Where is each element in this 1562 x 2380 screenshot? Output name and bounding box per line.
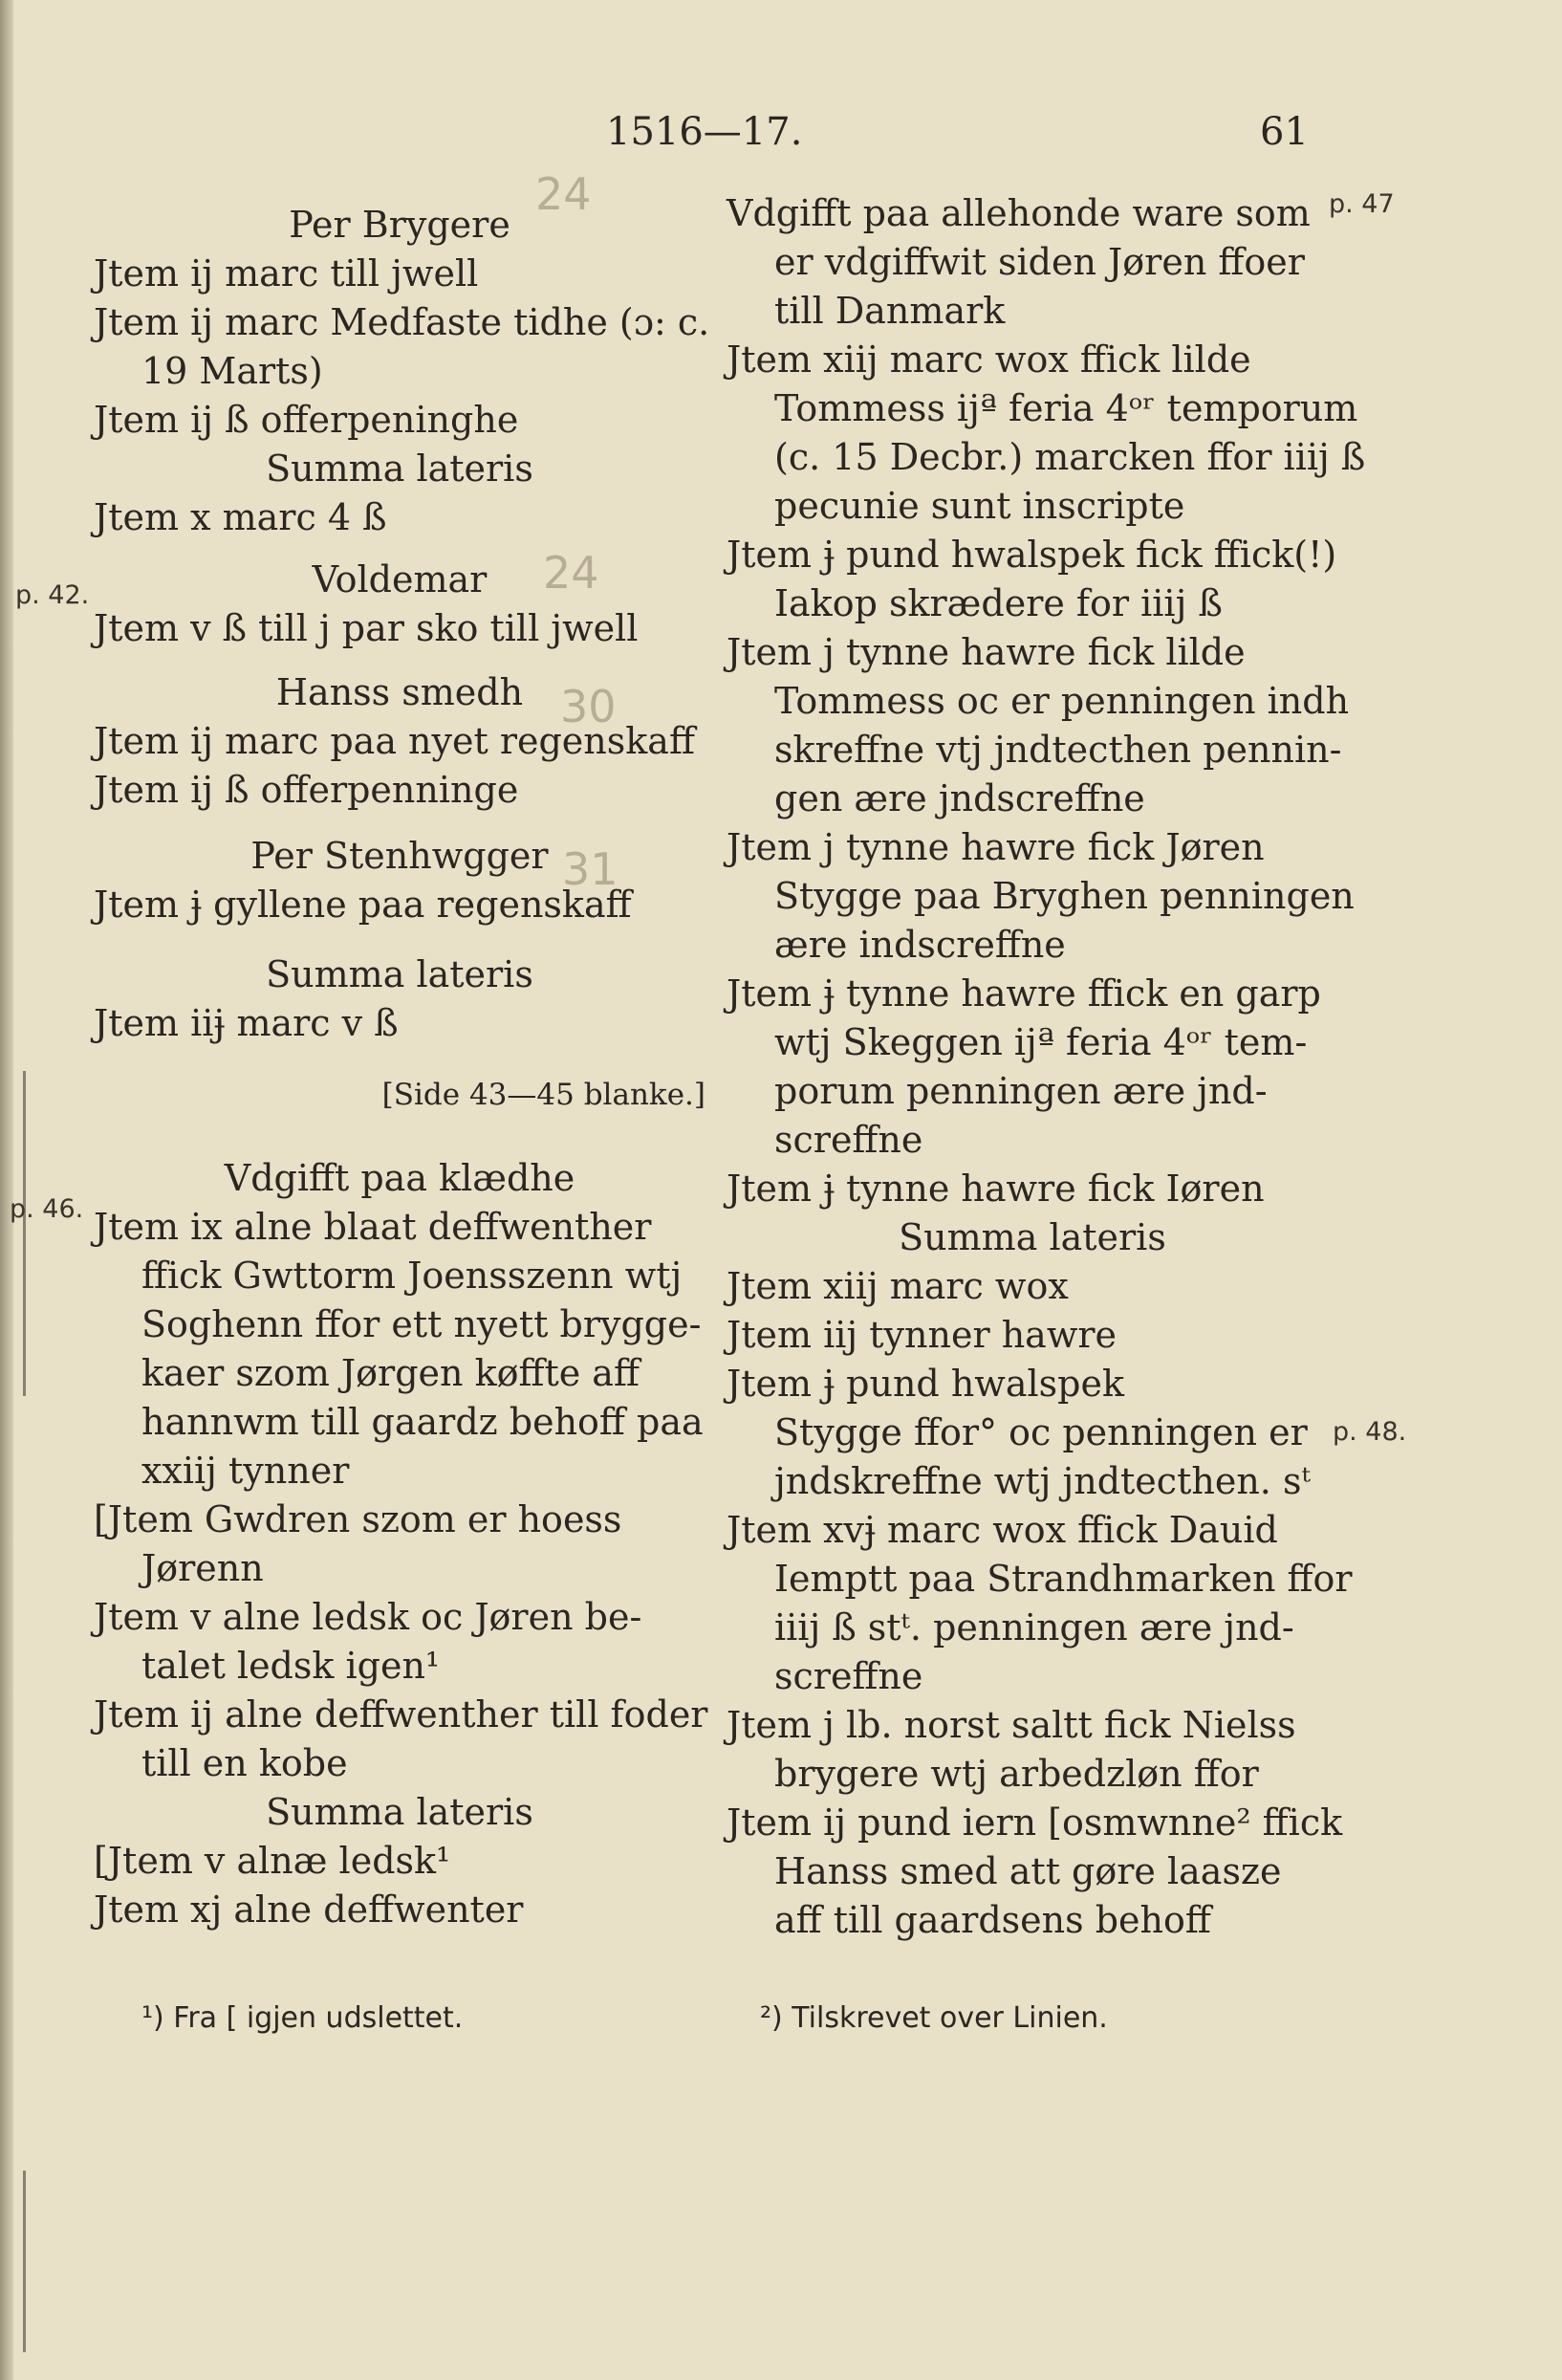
text-line: Jtem ij marc Medfaste tidhe (ɔ: c. bbox=[94, 301, 710, 343]
text-line: Summa lateris bbox=[266, 953, 533, 995]
text-line: Per Brygere bbox=[289, 204, 510, 246]
text-line: Hanss smed att gøre laasze bbox=[774, 1850, 1282, 1892]
text-line: Jtem j tynne hawre fick Jøren bbox=[727, 826, 1265, 868]
text-line: porum penningen ære jnd- bbox=[774, 1070, 1268, 1112]
text-line: ffick Gwttorm Joensszenn wtj bbox=[141, 1255, 683, 1297]
page-binding-edge bbox=[0, 0, 13, 2380]
text-line: er vdgiffwit siden Jøren ffoer bbox=[774, 241, 1305, 283]
text-line: Jtem ɉ tynne hawre ffick en garp bbox=[727, 972, 1321, 1015]
text-line: till Danmark bbox=[774, 290, 1006, 332]
pencil-annotation: 24 bbox=[543, 547, 599, 599]
running-header: 1516—17. bbox=[606, 110, 803, 154]
text-line: Jtem xj alne deffwenter bbox=[94, 1889, 524, 1931]
pencil-annotation: 30 bbox=[560, 681, 617, 732]
margin-ref-p46: p. 46. bbox=[10, 1194, 84, 1224]
text-line: Jtem ij ß offerpeninghe bbox=[94, 399, 519, 441]
text-line: [Jtem Gwdren szom er hoess bbox=[94, 1498, 622, 1540]
text-line: Jtem ij alne deffwenther till foder bbox=[94, 1693, 708, 1736]
margin-ref-p47: p. 47 bbox=[1329, 189, 1395, 219]
text-line: Voldemar bbox=[312, 558, 488, 600]
text-line: Jtem xvɉ marc wox ffick Dauid bbox=[727, 1509, 1278, 1551]
page-edge-line bbox=[23, 1071, 26, 1396]
text-line: Jtem ij pund iern [osmwnne² ffick bbox=[727, 1801, 1343, 1844]
text-line: Jtem x marc 4 ß bbox=[94, 496, 387, 538]
text-line: Jtem iiɉ marc v ß bbox=[94, 1002, 399, 1044]
text-line: Jtem iij tynner hawre bbox=[727, 1314, 1117, 1356]
text-line: Jtem j tynne hawre fick lilde bbox=[727, 631, 1246, 673]
text-line: wtj Skeggen ijª feria 4ᵒʳ tem- bbox=[774, 1021, 1308, 1063]
text-line: [Jtem v alnæ ledsk¹ bbox=[94, 1840, 451, 1882]
text-line: Tommess oc er penningen indh bbox=[774, 680, 1350, 722]
text-line: Jørenn bbox=[141, 1547, 264, 1589]
text-line: iiij ß stᵗ. penningen ære jnd- bbox=[774, 1606, 1294, 1649]
text-line: Vdgifft paa allehonde ware som bbox=[727, 192, 1311, 234]
text-line: kaer szom Jørgen køffte aff bbox=[141, 1352, 640, 1394]
text-line: Stygge ffor° oc penningen er bbox=[774, 1411, 1308, 1453]
text-line: skreffne vtj jndtecthen pennin- bbox=[774, 729, 1342, 771]
text-line: Jtem ij marc paa nyet regenskaff bbox=[94, 720, 695, 762]
text-line: Jtem ix alne blaat deffwenther bbox=[94, 1206, 652, 1248]
text-line: Jtem ɉ pund hwalspek fick ffick(!) bbox=[727, 534, 1337, 576]
text-line: Summa lateris bbox=[899, 1216, 1166, 1258]
page-edge-line bbox=[23, 2171, 26, 2352]
footnote-left: ¹) Fra [ igjen udslettet. bbox=[141, 2001, 464, 2035]
text-line: talet ledsk igen¹ bbox=[141, 1645, 441, 1687]
text-line: Jtem j lb. norst saltt fick Nielss bbox=[727, 1704, 1296, 1746]
text-line: Jtem v alne ledsk oc Jøren be- bbox=[94, 1596, 642, 1638]
margin-ref-p42: p. 42. bbox=[15, 580, 90, 610]
margin-ref-p48: p. 48. bbox=[1333, 1417, 1407, 1447]
footnote-right: ²) Tilskrevet over Linien. bbox=[760, 2001, 1108, 2035]
text-line: Jtem xiij marc wox ffick lilde bbox=[727, 338, 1251, 381]
text-line: Jtem ij ß offerpenninge bbox=[94, 769, 519, 811]
text-line: Tommess ijª feria 4ᵒʳ temporum bbox=[774, 387, 1358, 429]
text-line: till en kobe bbox=[141, 1742, 348, 1784]
text-line: ære indscreffne bbox=[774, 924, 1066, 966]
text-line: screffne bbox=[774, 1655, 923, 1697]
text-line: (c. 15 Decbr.) marcken ffor iiij ß bbox=[774, 436, 1366, 478]
text-line: xxiij tynner bbox=[141, 1450, 350, 1492]
text-line: Jtem xiij marc wox bbox=[727, 1265, 1069, 1307]
text-line: brygere wtj arbedzløn ffor bbox=[774, 1753, 1259, 1795]
text-line: Jtem ij marc till jwell bbox=[94, 252, 479, 295]
text-line: screffne bbox=[774, 1119, 923, 1161]
text-line: Summa lateris bbox=[266, 448, 533, 490]
text-line: Jtem ɉ tynne hawre fick Iøren bbox=[727, 1168, 1265, 1210]
pencil-annotation: 24 bbox=[535, 168, 592, 220]
text-line: Summa lateris bbox=[266, 1791, 533, 1833]
text-line: Iemptt paa Strandhmarken ffor bbox=[774, 1558, 1353, 1600]
text-line: aff till gaardsens behoff bbox=[774, 1899, 1211, 1941]
text-line: pecunie sunt inscripte bbox=[774, 485, 1185, 527]
text-line: Soghenn ffor ett nyett brygge- bbox=[141, 1303, 702, 1345]
text-line: Jtem v ß till j par sko till jwell bbox=[94, 607, 639, 649]
text-line: 19 Marts) bbox=[141, 350, 323, 392]
text-line: [Side 43—45 blanke.] bbox=[381, 1078, 705, 1112]
text-line: Per Stenhwgger bbox=[250, 835, 549, 877]
left-column bbox=[94, 201, 710, 1934]
text-line: Jtem ɉ gyllene paa regenskaff bbox=[94, 884, 632, 926]
text-line: gen ære jndscreffne bbox=[774, 777, 1145, 819]
text-line: Vdgifft paa klædhe bbox=[224, 1157, 575, 1199]
text-line: jndskreffne wtj jndtecthen. sᵗ bbox=[774, 1460, 1311, 1502]
text-line: Stygge paa Bryghen penningen bbox=[774, 875, 1355, 917]
pencil-annotation: 31 bbox=[562, 843, 618, 895]
text-line: Hanss smedh bbox=[275, 671, 524, 713]
page-number: 61 bbox=[1260, 110, 1309, 154]
text-line: Iakop skrædere for iiij ß bbox=[774, 582, 1223, 624]
text-line: hannwm till gaardz behoff paa bbox=[141, 1401, 704, 1443]
text-line: Jtem ɉ pund hwalspek bbox=[727, 1363, 1124, 1405]
